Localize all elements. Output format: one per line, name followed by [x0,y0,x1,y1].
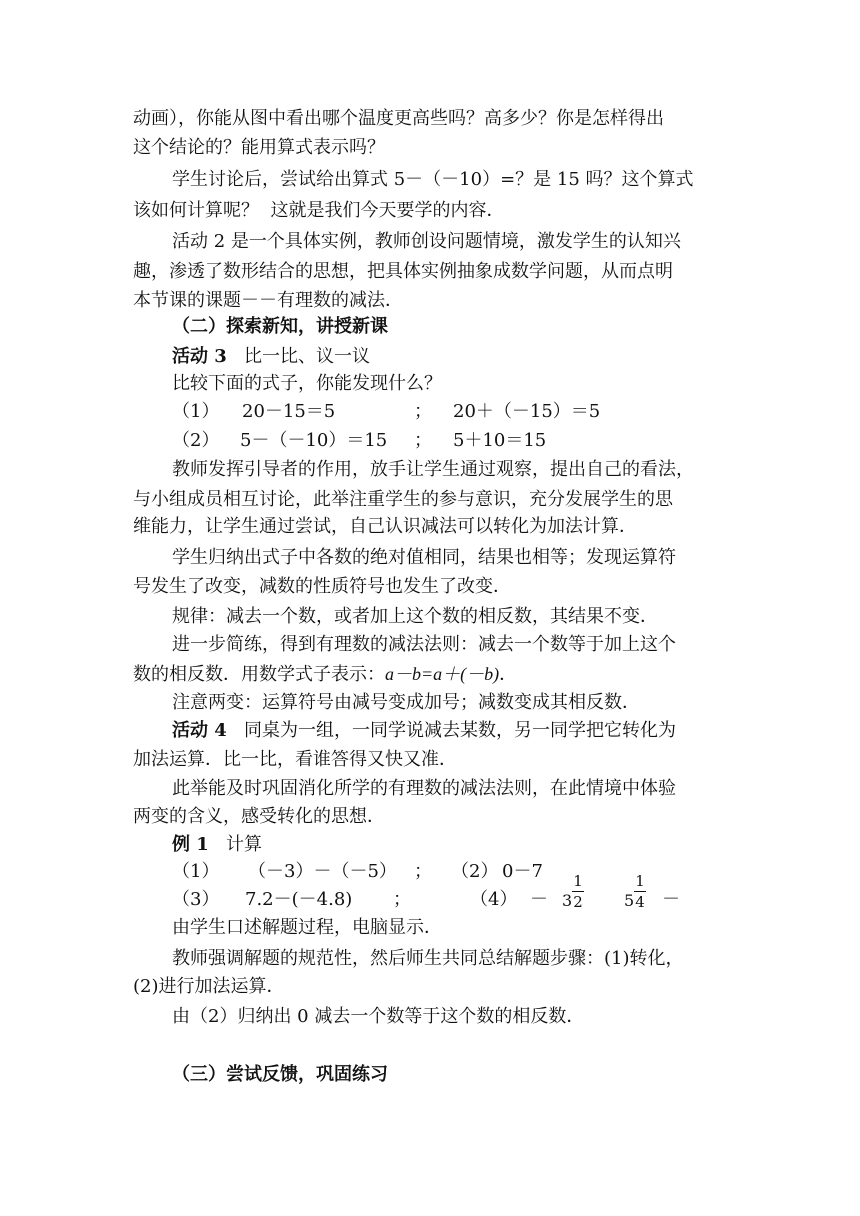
fraction-bar [634,891,646,892]
paragraph-line: 学生归纳出式子中各数的绝对值相同，结果也相等；发现运算符 [172,547,676,568]
fraction-denominator: 2 [573,893,583,911]
fraction-bar [572,891,584,892]
paragraph-line: 比较下面的式子，你能发现什么？ [172,373,442,394]
formula-end: ． [499,664,518,685]
activity-text: 同桌为一组，一同学说减去某数，另一同学把它转化为 [243,720,676,741]
paragraph-line: (2)进行加法运算． [133,976,285,997]
paragraph-line: 动画），你能从图中看出哪个温度更高些吗？高多少？你是怎样得出 [133,108,664,129]
paragraph-line: 这个结论的？能用算式表示吗？ [133,137,385,158]
paragraph-line: 规律：减去一个数，或者加上这个数的相反数，其结果不变． [172,606,658,627]
activity-text: 比一比、议一议 [243,346,370,367]
paragraph-line: 本节课的课题－－有理数的减法． [133,290,403,311]
exercise-expression: 0－7 [502,861,543,882]
paragraph-line: 由学生口述解题过程，电脑显示． [172,917,442,938]
fraction [634,872,646,911]
paragraph-line: 活动 2 是一个具体实例，教师创设问题情境，激发学生的认知兴 [172,231,681,252]
fraction-numerator: 1 [635,872,645,890]
mixed-number-whole: 5 [624,891,635,910]
exercise-separator: ； [393,889,411,910]
activity-label: 活动 3 [172,346,227,367]
paragraph-line: 号发生了改变，减数的性质符号也发生了改变． [133,576,511,597]
exercise-separator: ； [414,861,432,882]
paragraph-line: 进一步简练，得到有理数的减法法则：减去一个数等于加上这个 [172,634,676,655]
section-heading: （三）尝试反馈，巩固练习 [172,1064,388,1085]
fraction-denominator: 4 [635,893,645,911]
paragraph-line: 此举能及时巩固消化所学的有理数的减法法则，在此情境中体验 [172,778,676,799]
equation-separator: ； [414,430,432,451]
paragraph-line: 加法运算．比一比，看谁答得又快又准． [133,749,457,770]
activity-4-line [172,717,676,745]
paragraph-line: 由（2）归纳出 0 减去一个数等于这个数的相反数． [172,1006,585,1027]
activity-label: 活动 4 [172,720,227,741]
paragraph-line: 教师强调解题的规范性，然后师生共同总结解题步骤：(1)转化， [172,948,684,969]
exercise-number: （2） [451,861,499,882]
mixed-number-whole: 3 [562,891,573,910]
equation-right: 5＋10＝15 [453,430,547,451]
equation-left: 5－（－10）＝15 [240,430,388,451]
exercise-number: （3） [172,889,220,910]
exercise-expression: 7.2－(－4.8) [245,889,353,910]
exercise-number: （4） [470,889,518,910]
paragraph-line: 维能力，让学生通过尝试，自己认识减法可以转化为加法计算． [133,516,637,537]
equation-separator: ； [414,401,432,422]
exercise-expression: （－3）－（－5） [248,861,397,882]
minus-sign: － [662,889,680,910]
fraction-numerator: 1 [573,872,583,890]
subtraction-formula: a－b=a＋(－b) [385,664,500,684]
example-text: 计算 [225,834,262,855]
paragraph-line: 该如何计算呢？ 这就是我们今天要学的内容． [133,200,505,221]
paragraph-line: 两变的含义，感受转化的思想． [133,806,385,827]
equation-number: （1） [172,401,220,422]
formula-intro: 数的相反数．用数学式子表示： [133,664,385,685]
equation-right: 20＋（－15）＝5 [453,401,601,422]
minus-sign: － [530,889,548,910]
exercise-number: （1） [172,861,220,882]
paragraph-line: 趣，渗透了数形结合的思想，把具体实例抽象成数学问题，从而点明 [133,261,673,282]
equation-left: 20－15＝5 [242,401,336,422]
paragraph-line: 与小组成员相互讨论，此举注重学生的参与意识，充分发展学生的思 [133,489,673,510]
equation-number: （2） [172,430,220,451]
activity-3-line [172,343,370,371]
example-1-line [172,831,262,859]
section-heading: （二）探索新知，讲授新课 [172,316,388,337]
formula-line [133,660,517,689]
paragraph-line: 教师发挥引导者的作用，放手让学生通过观察，提出自己的看法， [172,459,694,480]
example-label: 例 1 [172,834,209,855]
paragraph-line: 注意两变：运算符号由减号变成加号；减数变成其相反数． [172,692,640,713]
paragraph-line: 学生讨论后，尝试给出算式 5－（－10）=？是 15 吗？这个算式 [172,169,694,190]
fraction [572,872,584,911]
